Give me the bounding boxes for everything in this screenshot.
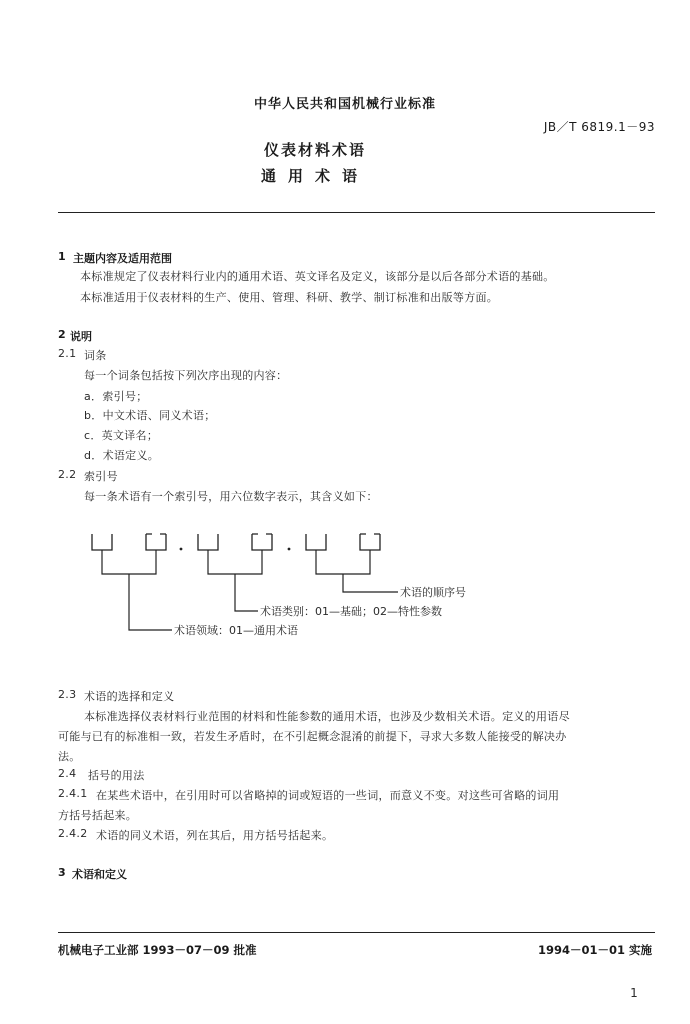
section-2-number: 2 <box>58 328 66 341</box>
header-divider <box>58 212 655 213</box>
section-2-4-2-number: 2.4.2 <box>58 827 88 840</box>
section-2-1-intro: 每一个词条包括按下列次序出现的内容： <box>84 369 288 382</box>
document-subtitle: 通用术语 <box>260 167 369 185</box>
list-item-b: b．中文术语、同义术语； <box>84 409 216 422</box>
section-2-3-line-3: 法。 <box>58 750 81 763</box>
section-2-4-2-text: 术语的同义术语，列在其后，用方括号括起来。 <box>96 829 334 842</box>
section-2-3-line-2: 可能与已有的标准相一致，若发生矛盾时，在不引起概念混淆的前提下，寻求大多数人能接受的解决办 <box>58 730 567 743</box>
section-1-heading: 主题内容及适用范围 <box>73 252 172 265</box>
section-2-3-number: 2.3 <box>58 688 77 701</box>
section-2-4-1-line-1: 在某些术语中，在引用时可以省略掉的词或短语的一些词，而意义不变。对这些可省略的词用 <box>96 789 560 802</box>
approval-line: 机械电子工业部 1993－07－09 批准 <box>58 943 257 957</box>
separator-dots <box>180 548 291 551</box>
standard-code: JB／T 6819.1－93 <box>543 120 655 134</box>
list-item-c: c．英文译名； <box>84 429 159 442</box>
section-2-4-1-line-2: 方括号括起来。 <box>58 809 138 822</box>
section-2-1-number: 2.1 <box>58 347 77 360</box>
document-title: 仪表材料术语 <box>263 141 366 159</box>
section-1-paragraph-1: 本标准规定了仪表材料行业内的通用术语、英文译名及定义，该部分是以后各部分术语的基础。 <box>80 270 555 283</box>
section-1-paragraph-2: 本标准适用于仪表材料的生产、使用、管理、科研、教学、制订标准和出版等方面。 <box>80 291 499 304</box>
label-term-category: 术语类别：01—基础；02—特性参数 <box>260 605 442 618</box>
effective-date: 1994－01－01 实施 <box>537 943 652 957</box>
list-item-a: a．索引号； <box>84 390 148 403</box>
section-2-3-heading: 术语的选择和定义 <box>84 690 175 703</box>
section-3-number: 3 <box>58 866 66 879</box>
connector-lines <box>102 550 398 630</box>
section-2-2-text: 每一条术语有一个索引号，用六位数字表示，其含义如下： <box>84 490 378 503</box>
page-number: 1 <box>630 986 638 1000</box>
section-2-2-number: 2.2 <box>58 468 77 481</box>
section-2-3-line-1: 本标准选择仪表材料行业范围的材料和性能参数的通用术语，也涉及少数相关术语。定义的用语尽 <box>84 710 570 723</box>
section-2-heading: 说明 <box>70 330 92 343</box>
label-term-field: 术语领域：01—通用术语 <box>174 624 298 637</box>
section-2-1-heading: 词条 <box>84 349 107 362</box>
section-2-4-1-number: 2.4.1 <box>58 787 88 800</box>
issuing-organization: 中华人民共和国机械行业标准 <box>253 97 436 112</box>
footer-divider <box>58 932 655 933</box>
section-2-4-number: 2.4 <box>58 767 77 780</box>
section-2-4-heading: 括号的用法 <box>88 769 145 782</box>
label-sequence-number: 术语的顺序号 <box>400 586 466 599</box>
section-1-number: 1 <box>58 250 66 263</box>
section-2-2-heading: 索引号 <box>84 470 118 483</box>
index-number-diagram <box>80 530 520 645</box>
section-3-heading: 术语和定义 <box>72 868 127 881</box>
digit-brackets <box>92 534 380 550</box>
list-item-d: d．术语定义。 <box>84 449 160 462</box>
